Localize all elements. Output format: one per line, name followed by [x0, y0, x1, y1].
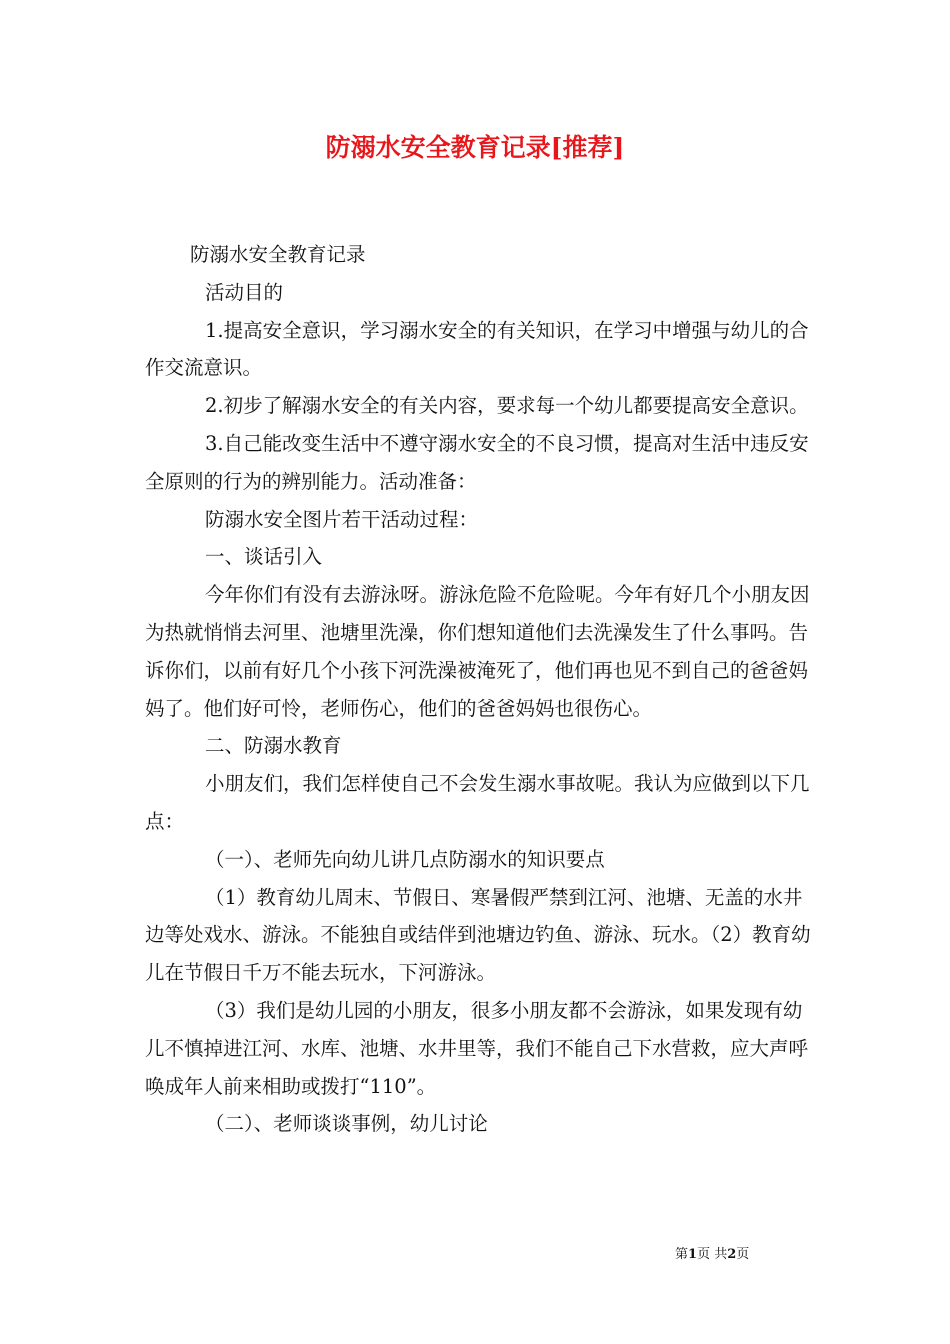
paragraph-goal-2: 2.初步了解溺水安全的有关内容，要求每一个幼儿都要提高安全意识。	[205, 394, 809, 418]
paragraph-rule-3: （3）我们是幼儿园的小朋友，很多小朋友都不会游泳，如果发现有幼儿不慎掉进江河、水库、池塘、水井里等，我们不能自己下水营救，应大声呼唤成年人前来相助或拨打“110”。	[145, 998, 809, 1098]
paragraph-section-2: 二、防溺水教育	[205, 734, 342, 758]
document-body	[145, 236, 815, 1143]
footer-total-pages: 2	[727, 1247, 737, 1262]
document-title: 防溺水安全教育记录[推荐]	[325, 133, 625, 162]
paragraph-preparation: 防溺水安全图片若干活动过程：	[205, 507, 479, 531]
paragraph-how-to: 小朋友们，我们怎样使自己不会发生溺水事故呢。我认为应做到以下几点：	[145, 772, 810, 833]
footer-prefix: 第	[675, 1247, 689, 1262]
paragraph-goal-1: 1.提高安全意识，学习溺水安全的有关知识，在学习中增强与幼儿的合作交流意识。	[145, 318, 809, 380]
paragraph-rule-1-2: （1）教育幼儿周末、节假日、寒暑假严禁到江河、池塘、无盖的水井边等处戏水、游泳。不能独自或结伴到池塘边钓鱼、游泳、玩水。（2）教育幼儿在节假日千万不能去玩水，下河游泳。	[145, 885, 811, 985]
footer-middle: 页 共	[697, 1247, 728, 1262]
paragraph-purpose-label: 活动目的	[205, 280, 284, 304]
paragraph-subsection-1: （一）、老师先向幼儿讲几点防溺水的知识要点	[205, 847, 605, 871]
paragraph-goal-3: 3.自己能改变生活中不遵守溺水安全的不良习惯，提高对生活中违反安全原则的行为的辨别能力。活动准备：	[145, 431, 809, 493]
footer-suffix: 页	[736, 1247, 750, 1262]
paragraph-intro-talk: 今年你们有没有去游泳呀。游泳危险不危险呢。今年有好几个小朋友因为热就悄悄去河里、池塘里洗澡，你们想知道他们去洗澡发生了什么事吗。告诉你们，以前有好几个小孩下河洗澡被淹死了，他们再也见不到自己的爸爸妈妈了。他们好可怜，老师伤心，他们的爸爸妈妈也很伤心。	[145, 583, 810, 720]
paragraph-section-1: 一、谈话引入	[205, 545, 323, 569]
page-number-footer	[675, 1246, 825, 1264]
footer-current-page: 1	[688, 1247, 698, 1262]
paragraph-heading: 防溺水安全教育记录	[190, 243, 366, 266]
paragraph-subsection-2: （二）、老师谈谈事例，幼儿讨论	[205, 1112, 488, 1136]
